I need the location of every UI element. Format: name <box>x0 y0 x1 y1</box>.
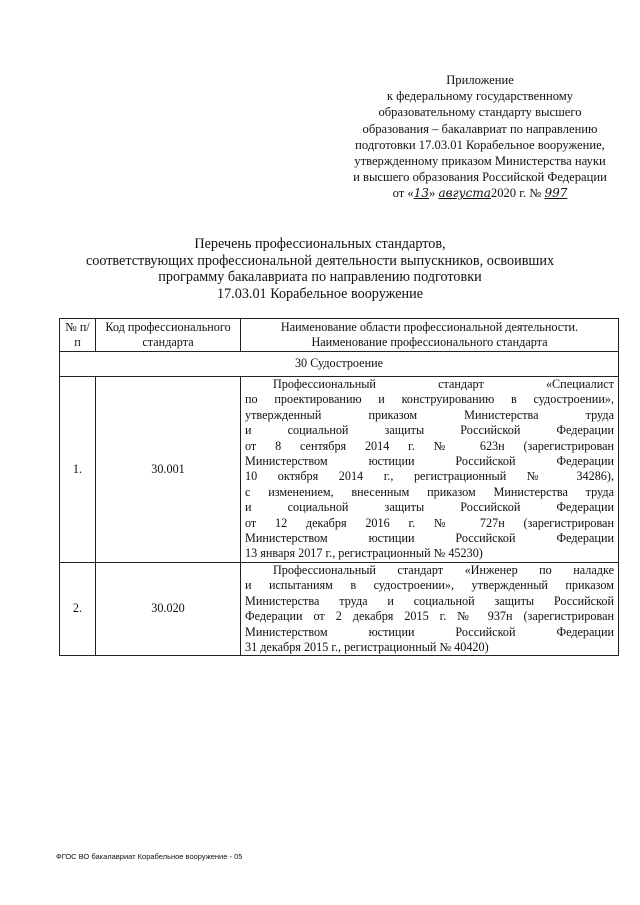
date-prefix: от « <box>392 186 414 201</box>
row-code: 30.001 <box>96 377 241 563</box>
date-mid: » <box>429 186 436 201</box>
section-row <box>60 352 619 377</box>
appendix-line: образовательному стандарту высшего <box>378 105 582 120</box>
appendix-line: Приложение <box>446 73 514 87</box>
description-line: Министерством юстиции Российской Федерации <box>245 624 614 639</box>
appendix-line: подготовки 17.03.01 Корабельное вооружение, <box>355 137 605 152</box>
description-line: и социальной защиты Российской Федерации <box>245 500 614 515</box>
order-number: 997 <box>544 186 568 201</box>
title-line: 17.03.01 Корабельное вооружение <box>216 285 424 302</box>
description-line: 13 января 2017 г., регистрационный № 45230) <box>245 546 483 561</box>
date-month: августа <box>438 186 491 201</box>
description-line: и испытаниям в судостроении», утвержденный приказом <box>245 578 614 593</box>
description-line: Министерством юстиции Российской Федерации <box>245 454 614 469</box>
row-num: 1. <box>60 377 96 563</box>
appendix-line: образования – бакалавриат по направлению <box>362 121 598 136</box>
description-line: с изменением, внесенным приказом Министерства труда <box>245 484 614 499</box>
header-num: № п/п <box>60 319 96 352</box>
row-description <box>241 377 619 563</box>
row-code: 30.020 <box>96 562 241 655</box>
appendix-line: и высшего образования Российской Федерации <box>353 170 607 185</box>
row-description <box>241 562 619 655</box>
table-row <box>60 377 619 563</box>
order-date-line <box>330 185 630 201</box>
section-label: 30 Судостроение <box>60 352 619 377</box>
description-line: и социальной защиты Российской Федерации <box>245 423 614 438</box>
appendix-line: утвержденному приказом Министерства науки <box>354 154 606 169</box>
description-line: Министерством юстиции Российской Федерации <box>245 531 614 546</box>
header-code: Код профессионального стандарта <box>96 319 241 352</box>
table-header-row <box>60 319 619 352</box>
description-line: 31 декабря 2015 г., регистрационный № 40420) <box>245 639 489 654</box>
title-line: соответствующих профессиональной деятельности выпускников, освоивших <box>85 252 555 269</box>
document-title <box>40 236 600 302</box>
appendix-line: к федеральному государственному <box>386 89 574 104</box>
description-line: от 12 декабря 2016 г. № 727н (зарегистрирован <box>245 515 614 530</box>
description-line: 10 октября 2014 г., регистрационный № 34286), <box>245 469 614 484</box>
title-line: программу бакалавриата по направлению подготовки <box>158 269 482 286</box>
description-line: Профессиональный стандарт «Инженер по наладке <box>273 562 614 577</box>
table-row <box>60 562 619 655</box>
row-num: 2. <box>60 562 96 655</box>
date-year: 2020 г. № <box>490 186 542 201</box>
description-line: по проектированию и конструированию в судостроении», <box>245 392 614 407</box>
description-line: Профессиональный стандарт «Специалист <box>273 377 614 391</box>
date-day: 13 <box>413 186 430 201</box>
standards-table <box>59 318 619 656</box>
page-footer: ФГОС ВО бакалавриат Корабельное вооружение - 05 <box>56 852 243 861</box>
appendix-block <box>330 72 630 202</box>
title-line: Перечень профессиональных стандартов, <box>194 236 446 252</box>
description-line: утвержденный приказом Министерства труда <box>245 407 614 422</box>
description-line: от 8 сентября 2014 г. № 623н (зарегистрирован <box>245 438 614 453</box>
description-line: Министерства труда и социальной защиты Российской <box>245 593 614 608</box>
header-name: Наименование области профессиональной деятельности. Наименование профессионального стандарта <box>241 319 619 352</box>
description-line: Федерации от 2 декабря 2015 г. № 937н (зарегистрирован <box>245 609 614 624</box>
